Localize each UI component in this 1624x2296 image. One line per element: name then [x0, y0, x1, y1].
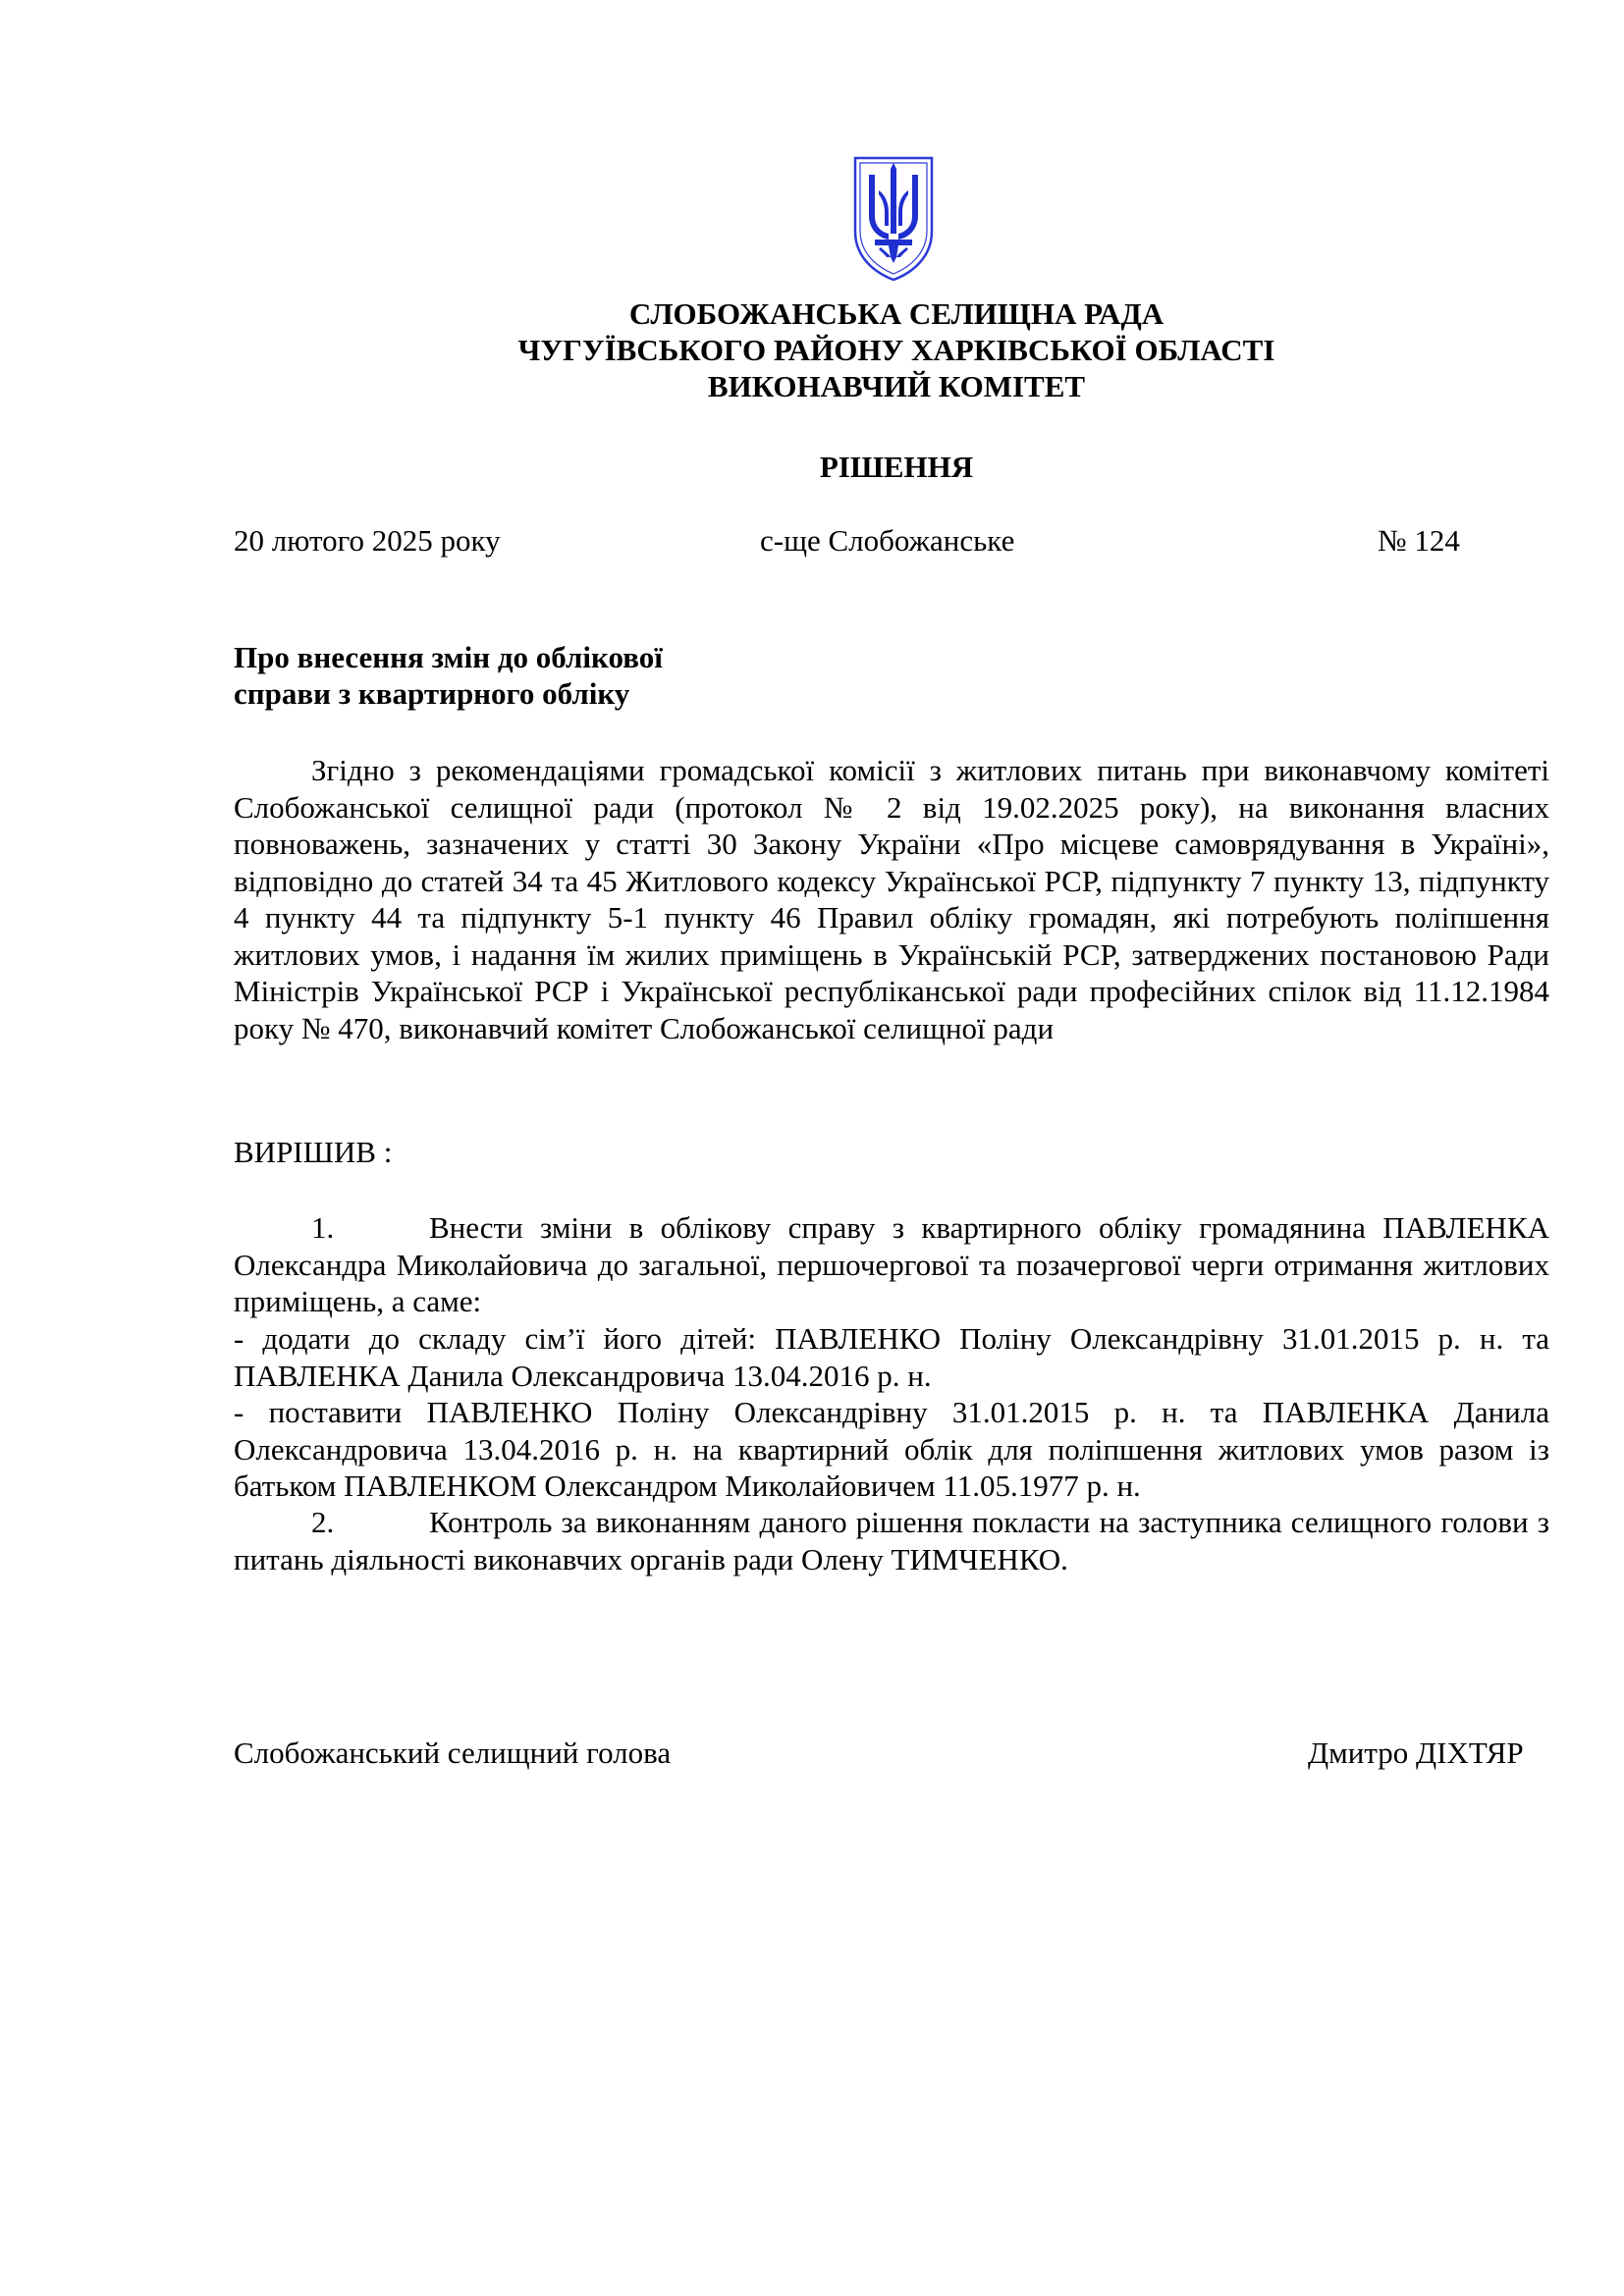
decision-item-2	[234, 1504, 1549, 1577]
preamble-paragraph: Згідно з рекомендаціями громадської комісії з житлових питань при виконавчому комітеті Слобожанської селищної ради (протокол № 2 від 19.02.2025 року), на виконання власних повноважень, зазначених у статті 30 Закону України «Про місцеве самоврядування в Україні», відповідно до статей 34 та 45 Житлового кодексу Української РСР, підпункту 7 пункту 13, підпункту 4 пункту 44 та підпункту 5-1 пункту 46 Правил обліку громадян, які потребують поліпшення житлових умов, і надання їм жилих приміщень в Українській РСР, затверджених постановою Ради Міністрів Української РСР і Української республіканської ради професійних спілок від 11.12.1984 року № 470, виконавчий комітет Слобожанської селищної ради	[234, 753, 1549, 1045]
decision-place: с-ще Слобожанське	[760, 523, 1015, 558]
subject-line-2: справи з квартирного обліку	[234, 676, 630, 711]
signatory-position: Слобожанський селищний голова	[234, 1735, 672, 1770]
decision-subitem-2: - поставити ПАВЛЕНКО Поліну Олександрівну 31.01.2015 р. н. та ПАВЛЕНКА Данила Олександровича 13.04.2016 р. н. на квартирний облік для поліпшення житлових умов разом із батьком ПАВЛЕНКОМ Олександром Миколайовичем 11.05.1977 р. н.	[234, 1395, 1549, 1503]
item-text: Внести зміни в облікову справу з квартирного обліку громадянина ПАВЛЕНКА Олександра Миколайовича до загальної, першочергової та позачергової черги отримання житлових приміщень, а саме:	[234, 1210, 1549, 1318]
executive-committee-name: ВИКОНАВЧИЙ КОМІТЕТ	[707, 369, 1086, 403]
document-type-title: РІШЕННЯ	[819, 450, 974, 484]
trident-coat-of-arms-icon	[851, 155, 936, 283]
decision-date: 20 лютого 2025 року	[234, 523, 501, 558]
decided-heading: ВИРІШИВ :	[234, 1135, 393, 1169]
subject-line-1: Про внесення змін до облікової	[234, 640, 663, 674]
item-number: 1.	[311, 1210, 335, 1245]
decision-number: № 124	[1378, 523, 1460, 558]
council-name: СЛОБОЖАНСЬКА СЕЛИЩНА РАДА	[628, 296, 1164, 331]
signatory-name: Дмитро ДІХТЯР	[1308, 1735, 1524, 1770]
decision-item-1	[234, 1209, 1549, 1320]
decision-subject	[234, 639, 823, 712]
item-text: Контроль за виконанням даного рішення покласти на заступника селищного голови з питань діяльності виконавчих органів ради Олену ТИМЧЕНКО.	[234, 1505, 1549, 1576]
district-region-name: ЧУГУЇВСЬКОГО РАЙОНУ ХАРКІВСЬКОЇ ОБЛАСТІ	[517, 333, 1275, 367]
decision-subitem-1: - додати до складу сім’ї його дітей: ПАВЛЕНКО Поліну Олександрівну 31.01.2015 р. н. та ПАВЛЕНКА Данила Олександровича 13.04.2016 р. н.	[234, 1321, 1549, 1393]
item-number: 2.	[311, 1505, 335, 1539]
